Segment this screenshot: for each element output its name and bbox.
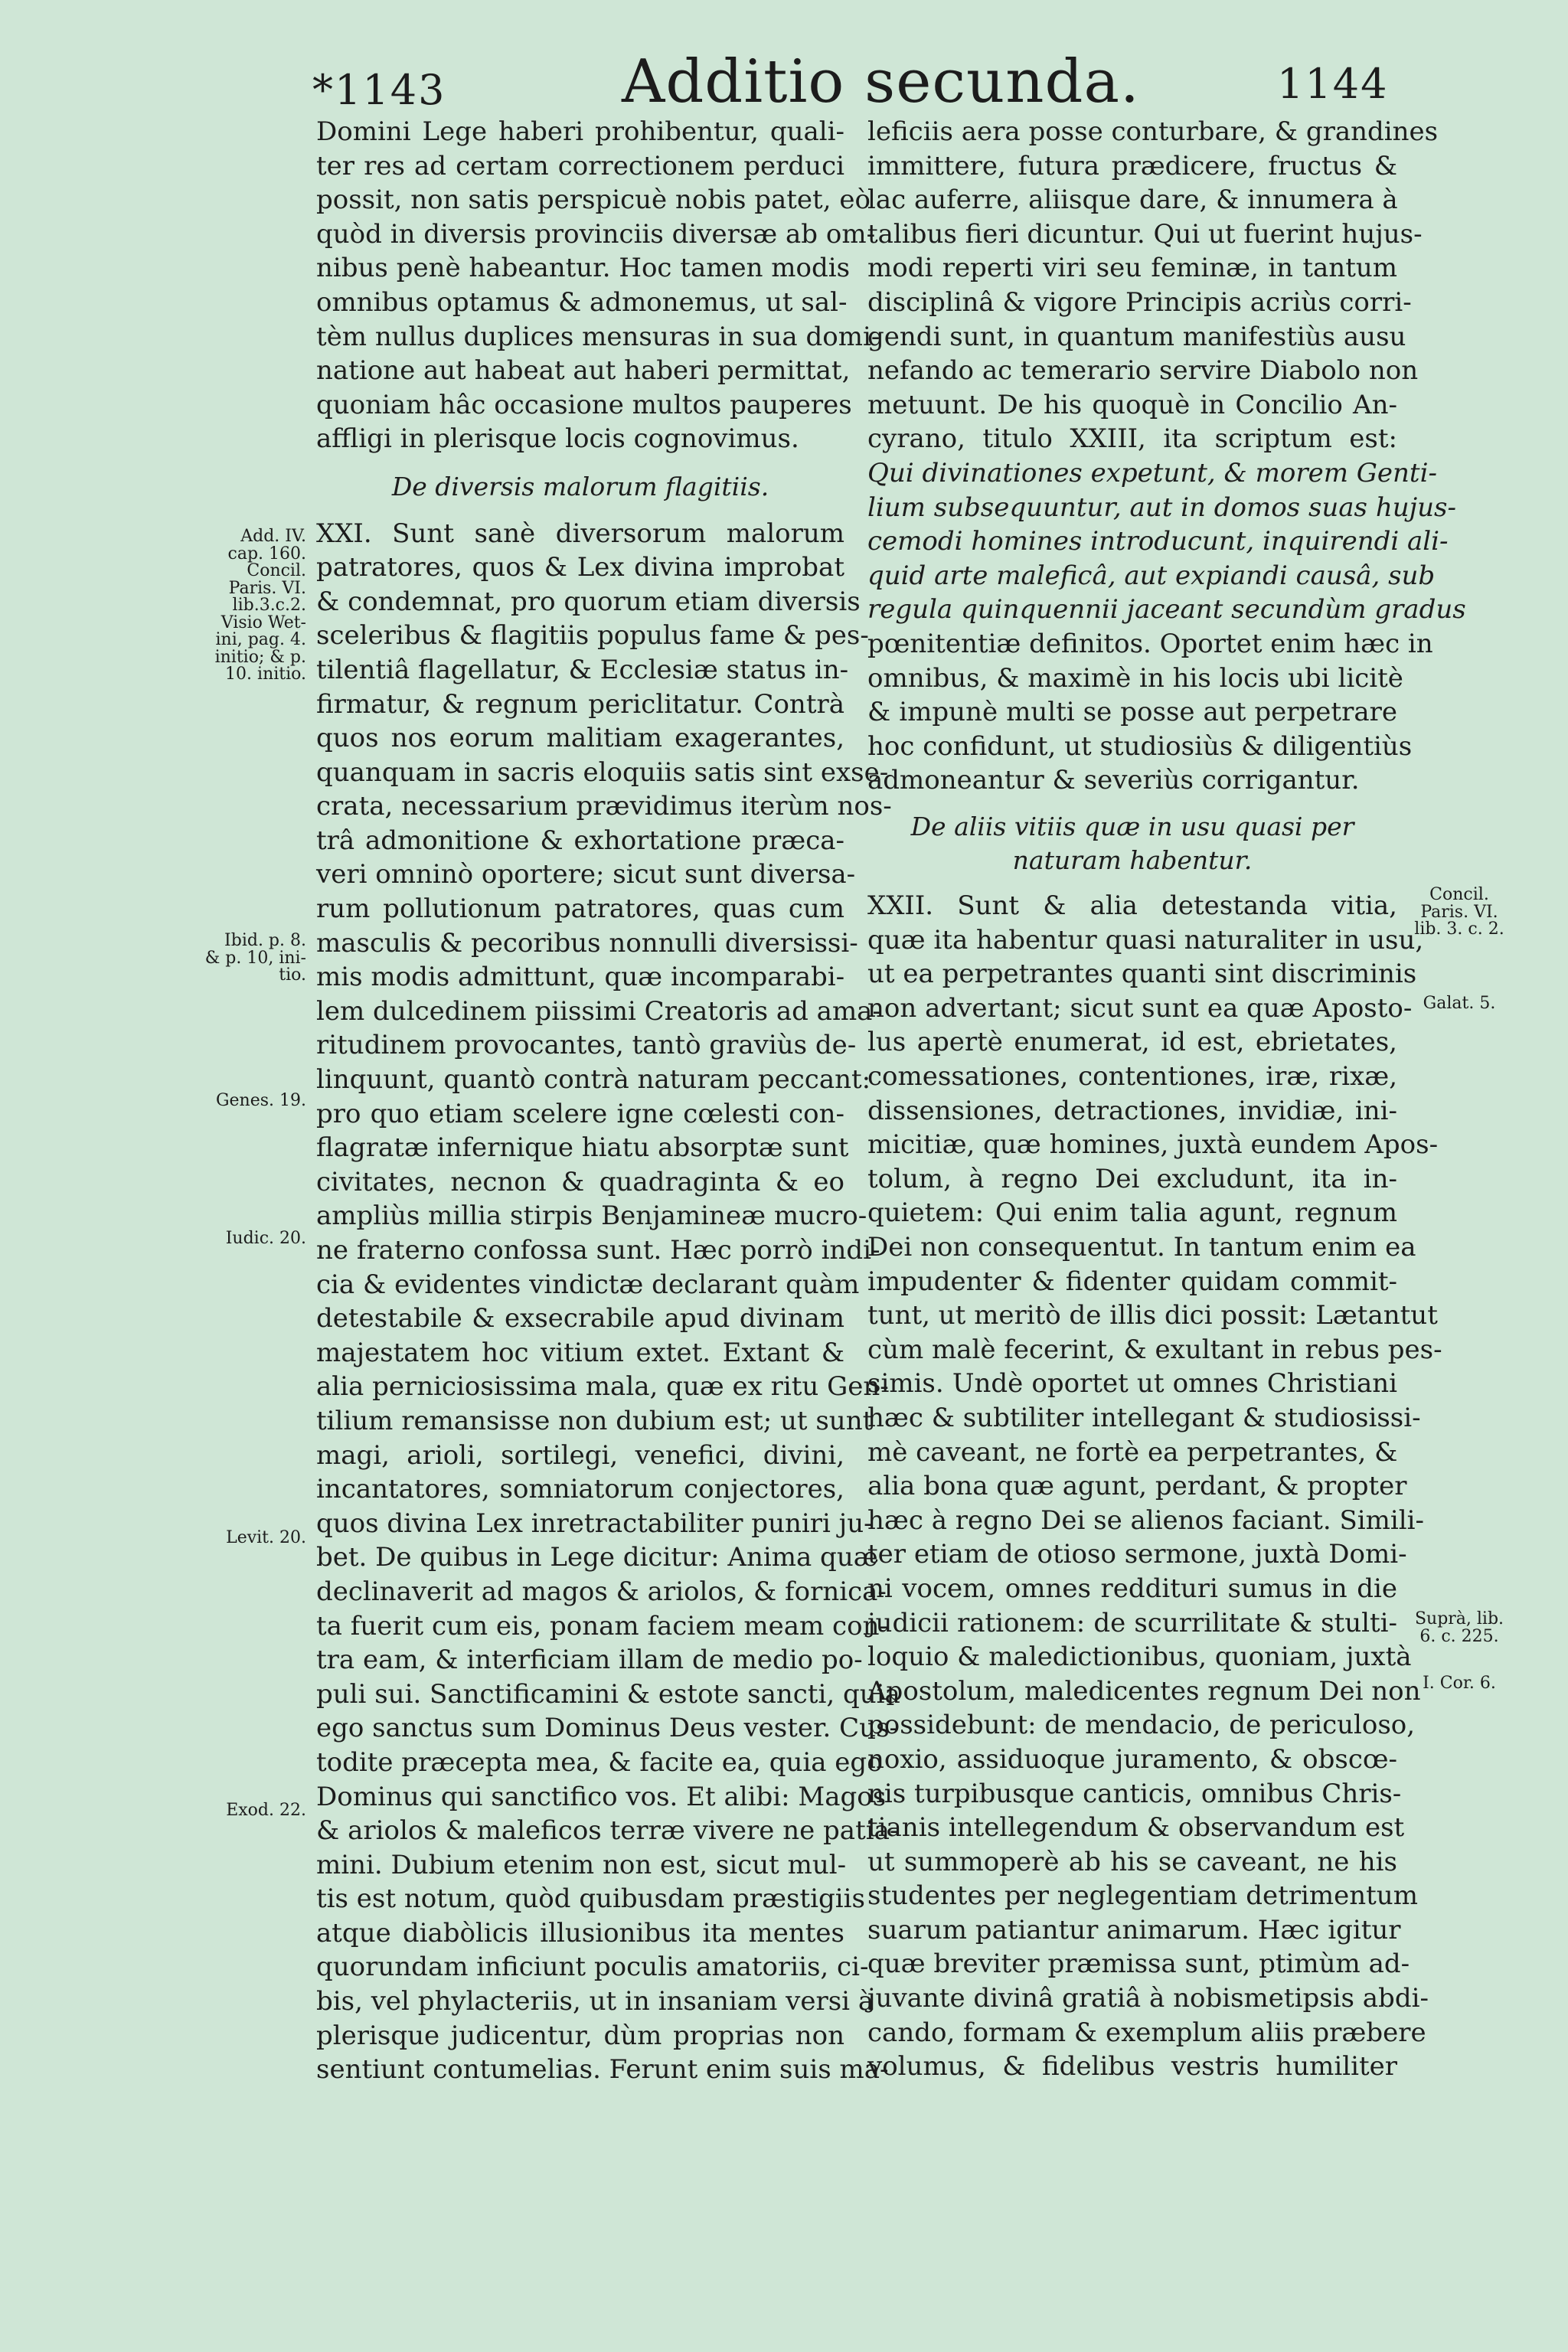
text-line: lac auferre, aliisque dare, & innumera à [867, 185, 1398, 216]
text-line: cemodi homines introducunt, inquirendi ali- [867, 526, 1449, 557]
paragraph-continuation [316, 115, 880, 456]
text-line: judicii rationem: de scurrilitate & stulti- [867, 1607, 1397, 1638]
text-line: tilentiâ flagellatur, & Ecclesiæ status in- [316, 654, 849, 685]
text-line: tianis intellegendum & observandum est [867, 1812, 1405, 1844]
text-line: tilium remansisse non dubium est; ut sunt [316, 1405, 874, 1436]
text-line: quos divina Lex inretractabiliter puniri ju- [316, 1508, 873, 1539]
right-page-number: 1144 [1277, 60, 1389, 108]
text-line: quos nos eorum malitiam exagerantes, [316, 723, 844, 754]
text-line: ego sanctus sum Dominus Deus vester. Cus- [316, 1713, 899, 1744]
text-line: mè caveant, ne fortè ea perpetrantes, & [867, 1436, 1398, 1468]
text-line: linquunt, quantò contrà naturam peccant: [316, 1064, 871, 1096]
text-line: incantatores, somniatorum conjectores, [316, 1474, 844, 1505]
text-line: natione aut habeat aut haberi permittat, [316, 355, 851, 387]
text-line: simis. Undè oportet ut omnes Christiani [867, 1368, 1397, 1400]
text-line: tèm nullus duplices mensuras in sua domi- [316, 321, 880, 352]
text-line: Dei non consequentut. In tantum enim ea [867, 1232, 1416, 1263]
text-line: leficiis aera posse conturbare, & grandines [867, 116, 1439, 147]
text-line: regula quinquennii jaceant secundùm gradus [867, 594, 1466, 626]
paragraph-continuation [867, 115, 1466, 798]
text-line: gendi sunt, in quantum manifestiùs ausu [867, 321, 1406, 352]
text-line: juvante divinâ gratiâ à nobismetipsis abdi- [867, 1983, 1429, 2014]
text-line: possit, non satis perspicuè nobis patet, eò [316, 185, 871, 216]
text-line: & ariolos & maleficos terræ vivere ne patia- [316, 1815, 899, 1847]
text-line: quæ ita habentur quasi naturaliter in usu, [867, 924, 1424, 956]
margin-note: Iudic. 20. [225, 1229, 306, 1248]
text-line: quanquam in sacris eloquiis satis sint exse- [316, 756, 889, 788]
text-line: ter etiam de otioso sermone, juxtà Domi- [867, 1539, 1407, 1570]
text-line: cando, formam & exemplum aliis præbere [867, 2017, 1426, 2048]
section-xxi-text [316, 517, 900, 2087]
text-line: ut ea perpetrantes quanti sint discriminis [867, 959, 1417, 990]
text-line: atque diabòlicis illusionibus ita mentes [316, 1917, 844, 1949]
text-line: hoc confidunt, ut studiosiùs & diligentiùs [867, 730, 1413, 762]
text-line: Qui divinationes expetunt, & morem Genti- [867, 457, 1437, 488]
heading-line: De aliis vitiis quæ in usu quasi per [910, 811, 1354, 841]
text-line: nibus penè habeantur. Hoc tamen modis [316, 253, 851, 284]
text-line: masculis & pecoribus nonnulli diversissi- [316, 927, 858, 959]
text-line: magi, arioli, sortilegi, venefici, divini, [316, 1439, 844, 1471]
text-line: tra eam, & interficiam illam de medio po- [316, 1645, 863, 1676]
text-line: detestabile & exsecrabile apud divinam [316, 1303, 844, 1334]
left-text-column [316, 115, 900, 2087]
text-line: alia bona quæ agunt, perdant, & propter [867, 1471, 1407, 1502]
text-line: quid arte maleficâ, aut expiandi causâ, sub [867, 560, 1436, 591]
text-line: XXI. Sunt sanè diversorum malorum [316, 518, 844, 549]
text-line: veri omninò oportere; sicut sunt diversa- [316, 859, 856, 890]
text-line: ni vocem, omnes reddituri sumus in die [867, 1573, 1397, 1604]
text-line: volumus, & fidelibus vestris humiliter [867, 2051, 1397, 2082]
section-xxii-text [867, 889, 1442, 2084]
text-line: noxio, assiduoque juramento, & obscœ- [867, 1743, 1397, 1775]
text-line: tolum, à regno Dei excludunt, ita in- [867, 1163, 1397, 1194]
heading-line: naturam habentur. [1012, 845, 1253, 876]
text-line: trâ admonitione & exhortatione præca- [316, 825, 844, 856]
margin-note: Suprà, lib. 6. c. 225. [1414, 1609, 1504, 1646]
text-line: admoneantur & severiùs corrigantur. [867, 765, 1360, 796]
text-line: ut summoperè ab his se caveant, ne his [867, 1846, 1397, 1877]
text-line: quorundam inficiunt poculis amatoriis, ci- [316, 1952, 869, 1983]
text-line: comessationes, contentiones, iræ, rixæ, [867, 1061, 1397, 1093]
text-line: nefando ac temerario servire Diabolo non [867, 355, 1419, 387]
text-line: lium subsequuntur, aut in domos suas hujus- [867, 492, 1456, 523]
text-line: bis, vel phylacteriis, ut in insaniam versi à [316, 1986, 874, 2017]
text-line: cùm malè fecerint, & exultant in rebus pes- [867, 1334, 1442, 1365]
text-line: crata, necessarium prævidimus iterùm nos- [316, 791, 892, 822]
text-line: bet. De quibus in Lege dicitur: Anima quæ [316, 1542, 878, 1573]
text-line: modi reperti viri seu feminæ, in tantum [867, 253, 1397, 284]
text-line: disciplinâ & vigore Principis acriùs corri- [867, 286, 1412, 318]
text-line: firmatur, & regnum periclitatur. Contrà [316, 688, 844, 720]
text-line: quòd in diversis provinciis diversæ ab om- [316, 218, 876, 250]
margin-note: Concil. Paris. VI. lib. 3. c. 2. [1414, 885, 1504, 939]
text-line: quietem: Qui enim talia agunt, regnum [867, 1197, 1397, 1229]
text-line: affligi in plerisque locis cognovimus. [316, 423, 799, 455]
page-header [0, 47, 1568, 124]
text-line: immittere, futura prædicere, fructus & [867, 150, 1397, 181]
text-line: quæ breviter præmissa sunt, ptimùm ad- [867, 1949, 1410, 1980]
margin-note: Galat. 5. [1423, 994, 1496, 1013]
text-line: lus apertè enumerat, id est, ebrietates, [867, 1027, 1397, 1058]
text-line: cia & evidentes vindictæ declarant quàm [316, 1269, 860, 1300]
text-line: alia perniciosissima mala, quæ ex ritu Gen- [316, 1371, 889, 1403]
text-line: & impunè multi se posse aut perpetrare [867, 697, 1397, 728]
running-title: Additio secunda. [622, 47, 1140, 116]
text-line: non advertant; sicut sunt ea quæ Aposto- [867, 992, 1413, 1024]
text-line: sentiunt contumelias. Ferunt enim suis ma- [316, 2054, 889, 2086]
text-line: Apostolum, maledicentes regnum Dei non [867, 1675, 1421, 1707]
text-line: mini. Dubium etenim non est, sicut mul- [316, 1849, 847, 1880]
text-line: suarum patiantur animarum. Hæc igitur [867, 1914, 1401, 1945]
text-line: dissensiones, detractiones, invidiæ, ini- [867, 1095, 1397, 1126]
text-line: loquio & maledictionibus, quoniam, juxtà [867, 1642, 1412, 1673]
left-page-number: *1143 [312, 66, 446, 114]
section-heading: De diversis malorum flagitiis. [391, 471, 769, 501]
text-line: XXII. Sunt & alia detestanda vitia, [867, 890, 1397, 922]
text-line: ne fraterno confossa sunt. Hæc porrò indi- [316, 1235, 880, 1266]
text-line: micitiæ, quæ homines, juxtà eundem Apos- [867, 1129, 1439, 1161]
text-line: omnibus, & maximè in his locis ubi licitè [867, 662, 1403, 694]
text-line: studentes per neglegentiam detrimentum [867, 1880, 1418, 1912]
margin-note: Genes. 19. [215, 1091, 306, 1110]
text-line: tis est notum, quòd quibusdam præstigiis [316, 1883, 865, 1915]
text-line: majestatem hoc vitium extet. Extant & [316, 1337, 844, 1368]
margin-note: Ibid. p. 8. & p. 10, ini- tio. [204, 931, 306, 985]
text-line: nis turpibusque canticis, omnibus Chris- [867, 1778, 1402, 1809]
text-line: declinaverit ad magos & ariolos, & fornica- [316, 1576, 887, 1607]
text-line: civitates, necnon & quadraginta & eo [316, 1166, 844, 1197]
text-line: ter res ad certam correctionem perduci [316, 150, 844, 181]
text-line: plerisque judicentur, dùm proprias non [316, 2020, 844, 2051]
text-line: tunt, ut meritò de illis dici possit: Lætantut [867, 1300, 1438, 1331]
section-heading [867, 810, 1397, 878]
text-line: metuunt. De his quoquè in Concilio An- [867, 389, 1397, 420]
text-line: quoniam hâc occasione multos pauperes [316, 389, 852, 420]
margin-note: Add. IV. cap. 160. Concil. Paris. VI. lib.3.c.2. Visio Wet- ini, pag. 4. initio; & p. 10. initio. [214, 527, 306, 684]
text-line: puli sui. Sanctificamini & estote sancti, quia [316, 1678, 900, 1710]
text-line: hæc à regno Dei se alienos faciant. Simili- [867, 1504, 1425, 1536]
text-line: todite præcepta mea, & facite ea, quia ego [316, 1746, 883, 1778]
text-line: flagratæ infernique hiatu absorptæ sunt [316, 1132, 849, 1164]
text-line: ampliùs millia stirpis Benjamineæ mucro- [316, 1200, 867, 1232]
text-line: & condemnat, pro quorum etiam diversis [316, 586, 861, 617]
text-line: rum pollutionum patratores, quas cum [316, 893, 844, 925]
text-line: ta fuerit cum eis, ponam faciem meam con- [316, 1610, 888, 1642]
text-line: omnibus optamus & admonemus, ut sal- [316, 286, 848, 318]
text-line: pro quo etiam scelere igne cœlesti con- [316, 1098, 844, 1129]
margin-note: Exod. 22. [226, 1801, 306, 1820]
text-line: sceleribus & flagitiis populus fame & pes- [316, 620, 869, 652]
text-line: mis modis admittunt, quæ incomparabi- [316, 962, 845, 993]
text-line: pœnitentiæ definitos. Oportet enim hæc in [867, 628, 1433, 659]
text-line: impudenter & fidenter quidam commit- [867, 1266, 1397, 1297]
text-line: lem dulcedinem piissimi Creatoris ad ama- [316, 995, 881, 1027]
text-line: hæc & subtiliter intellegant & studiosissi- [867, 1402, 1421, 1433]
margin-note: I. Cor. 6. [1423, 1674, 1496, 1693]
text-line: cyrano, titulo XXIII, ita scriptum est: [867, 423, 1397, 455]
text-line: possidebunt: de mendacio, de periculoso, [867, 1710, 1416, 1741]
margin-note: Levit. 20. [226, 1528, 306, 1547]
text-line: talibus fieri dicuntur. Qui ut fuerint hujus- [867, 218, 1423, 250]
text-line: Dominus qui sanctifico vos. Et alibi: Magos [316, 1781, 887, 1812]
text-line: Domini Lege haberi prohibentur, quali- [316, 116, 844, 147]
text-line: patratores, quos & Lex divina improbat [316, 552, 844, 583]
text-line: ritudinem provocantes, tantò graviùs de- [316, 1030, 857, 1061]
